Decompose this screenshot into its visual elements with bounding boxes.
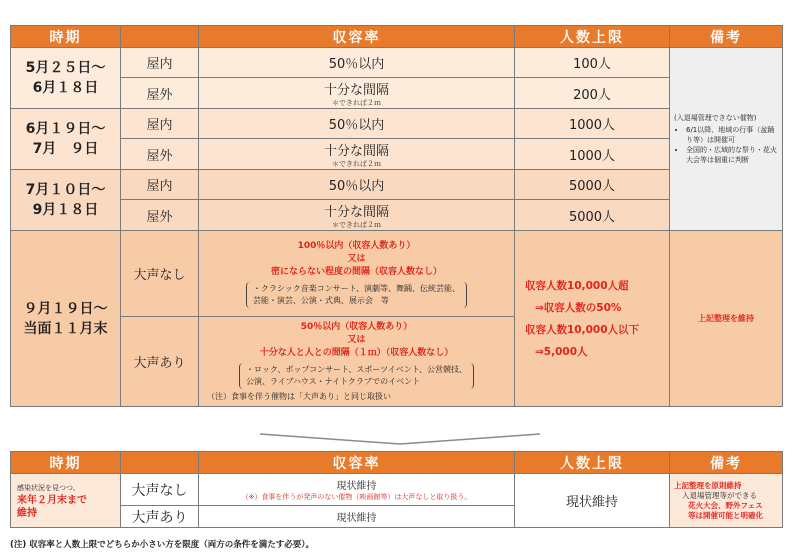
- bottom-header-period: 時期: [11, 452, 121, 474]
- period-1-date: 5月２５日～ 6月１８日: [11, 48, 121, 109]
- period-3-outdoor-limit: 5000人: [515, 200, 670, 231]
- bottom-header-limit: 人数上限: [515, 452, 670, 474]
- bottom-limit: 現状維持: [515, 474, 670, 528]
- header-limit: 人数上限: [515, 26, 670, 48]
- period-4-date: ９月１９日～ 当面１１月末: [11, 231, 121, 407]
- period-1-indoor-label: 屋内: [121, 48, 199, 78]
- period-4-remark: 上記整理を維持: [670, 231, 783, 407]
- period-2-indoor-limit: 1000人: [515, 109, 670, 139]
- no-loud-examples: ・クラシック音楽コンサート、演劇等、舞踊、伝統芸能、 芸能・演芸、公演・式典、展示会 等: [246, 282, 467, 308]
- bottom-period: 感染状況を見つつ、 来年２月末まで 維持: [11, 474, 121, 528]
- bottom-header-blank: [121, 452, 199, 474]
- bottom-no-loud-label: 大声なし: [121, 474, 199, 506]
- header-remarks: 備考: [670, 26, 783, 48]
- period-2-outdoor-limit: 1000人: [515, 139, 670, 170]
- loud-note: （注）食事を伴う催物は「大声あり」と同じ取扱い: [207, 392, 391, 401]
- header-blank: [121, 26, 199, 48]
- remark-item: • 6/1以降、地域の行事（盆踊り等）は開催可: [686, 125, 778, 145]
- top-table: [10, 25, 783, 407]
- period-1-indoor-cap: 50％以内: [199, 48, 515, 78]
- period-1-outdoor-label: 屋外: [121, 78, 199, 109]
- down-arrow-icon: [259, 433, 541, 445]
- bottom-no-loud-capacity: 現状維持 （※）食事を伴うが発声のない催物（映画館等）は大声なしと取り扱う。: [199, 474, 515, 506]
- period-3-outdoor-label: 屋外: [121, 200, 199, 231]
- period-1-outdoor-cap: 十分な間隔 ＊できれば２ｍ: [199, 78, 515, 109]
- period-1-indoor-limit: 100人: [515, 48, 670, 78]
- bottom-loud-label: 大声あり: [121, 506, 199, 528]
- period-2-outdoor-cap: 十分な間隔 ＊できれば２ｍ: [199, 139, 515, 170]
- header-capacity: 収容率: [199, 26, 515, 48]
- period-3-date: 7月１０日～ 9月１８日: [11, 170, 121, 231]
- period-2-indoor-cap: 50％以内: [199, 109, 515, 139]
- loud-label: 大声あり: [121, 317, 199, 407]
- period-1-outdoor-limit: 200人: [515, 78, 670, 109]
- period-3-indoor-label: 屋内: [121, 170, 199, 200]
- period-3-indoor-limit: 5000人: [515, 170, 670, 200]
- no-loud-label: 大声なし: [121, 231, 199, 317]
- bottom-remark: 上記整理を原則維持 入退場管理等ができる 花火大会、野外フェス 等は開催可能と明確化: [670, 474, 783, 528]
- period-2-outdoor-label: 屋外: [121, 139, 199, 170]
- bottom-header-remarks: 備考: [670, 452, 783, 474]
- bottom-header-capacity: 収容率: [199, 452, 515, 474]
- period-2-indoor-label: 屋内: [121, 109, 199, 139]
- remarks-top: (入退場管理できない催物) • 6/1以降、地域の行事（盆踊り等）は開催可 • 全国的・広域的な祭り・花火大会等は個重に判断: [670, 48, 783, 231]
- header-period: 時期: [11, 26, 121, 48]
- period-3-outdoor-cap: 十分な間隔 ＊できれば２ｍ: [199, 200, 515, 231]
- period-4-limit: 収容人数10,000人超 ⇒収容人数の50% 収容人数10,000人以下 ⇒5,000人: [515, 231, 670, 407]
- period-3-indoor-cap: 50％以内: [199, 170, 515, 200]
- loud-capacity: 50％以内（収容人数あり） 又は 十分な人と人との間隔（１ｍ）（収容人数なし） ・ロック、ポップコンサート、スポーツイベント、公営競技、 公演、ライブハウス・ナイトクラブでのイベント （注）食事を伴う催物は「大声あり」と同じ取扱い: [199, 317, 515, 407]
- loud-examples: ・ロック、ポップコンサート、スポーツイベント、公営競技、 公演、ライブハウス・ナイトクラブでのイベント: [239, 363, 474, 389]
- remark-item: • 全国的・広域的な祭り・花火大会等は個重に判断: [686, 145, 778, 165]
- bottom-table: [10, 451, 783, 528]
- footer-note: (注) 収容率と人数上限でどちらか小さい方を限度（両方の条件を満たす必要）。: [10, 540, 314, 550]
- bottom-loud-capacity: 現状維持: [199, 506, 515, 528]
- period-2-date: 6月１９日～ 7月 ９日: [11, 109, 121, 170]
- no-loud-capacity: 100％以内（収容人数あり） 又は 密にならない程度の間隔（収容人数なし） ・クラシック音楽コンサート、演劇等、舞踊、伝統芸能、 芸能・演芸、公演・式典、展示会 等: [199, 231, 515, 317]
